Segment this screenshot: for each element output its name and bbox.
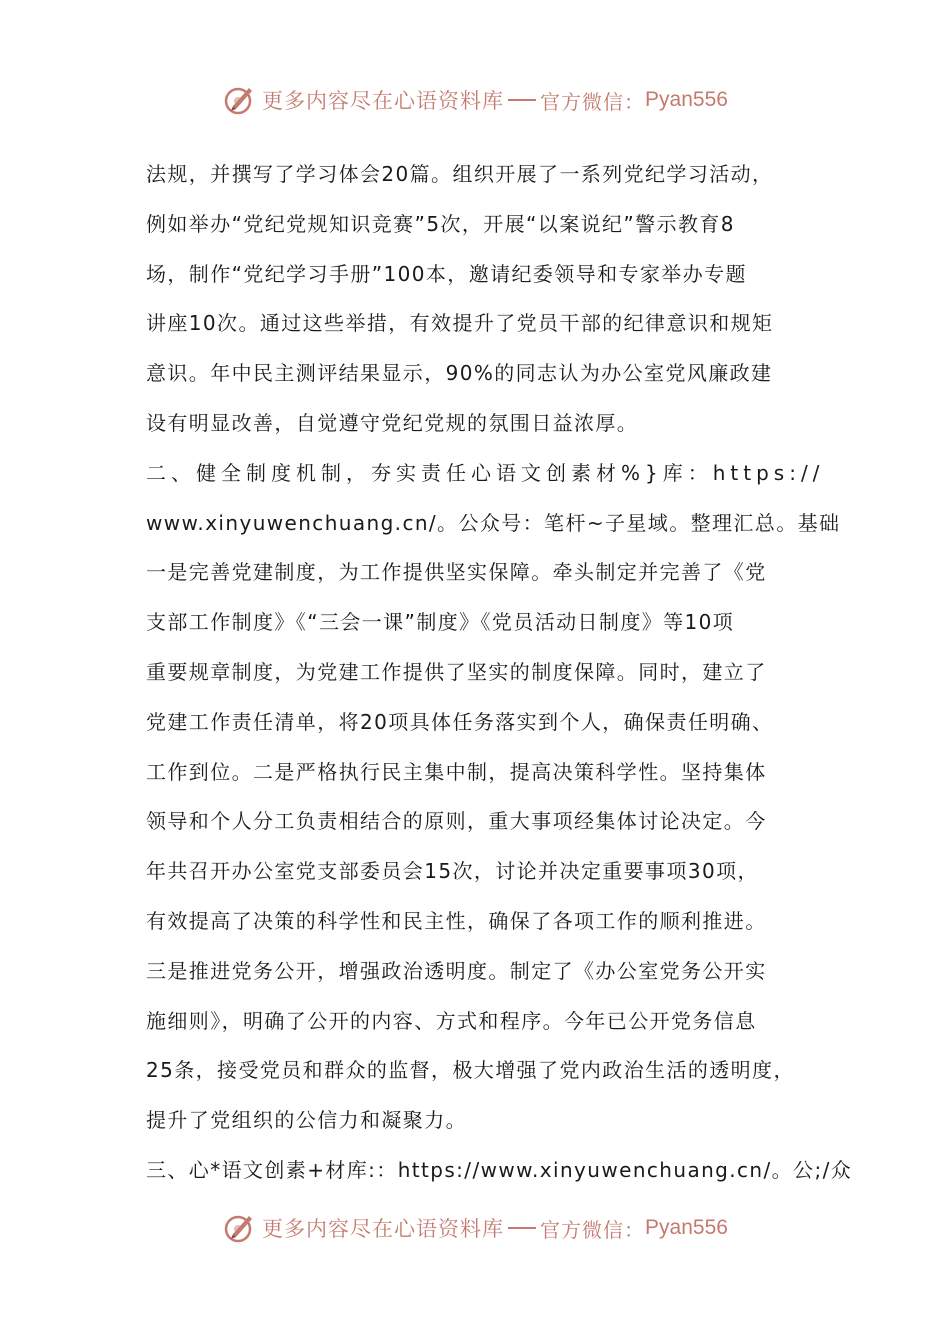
body-line: 法规，并撰写了学习体会20篇。组织开展了一系列党纪学习活动， xyxy=(146,162,774,186)
body-line: 施细则》，明确了公开的内容、方式和程序。今年已公开党务信息 xyxy=(146,1008,757,1033)
banner-contact-label: 官方微信： xyxy=(540,89,646,114)
body-line: 讲座10次。通过这些举措，有效提升了党员干部的纪律意识和规矩 xyxy=(146,311,774,336)
banner-contact-label: 官方微信： xyxy=(540,1217,646,1242)
body-line: 支部工作制度》《“三会一课”制度》《党员活动日制度》等10项 xyxy=(146,610,735,635)
body-line: 意识。年中民主测评结果显示，90%的同志认为办公室党风廉政建 xyxy=(146,361,773,386)
section-heading: 三、心*语文创素+材库:：https://www.xinyuwenchuang.cn/。公;/众 xyxy=(146,1157,853,1182)
footer-banner xyxy=(0,1208,950,1248)
pen-logo-icon xyxy=(222,82,258,118)
banner-separator xyxy=(508,1227,536,1229)
banner-separator xyxy=(508,99,536,101)
body-line: 设有明显改善，自觉遵守党纪党规的氛围日益浓厚。 xyxy=(146,410,639,435)
body-line: 工作到位。二是严格执行民主集中制，提高决策科学性。坚持集体 xyxy=(146,759,767,784)
banner-brand: 更多内容尽在心语资料库 xyxy=(262,89,505,113)
body-line: 重要规章制度，为党建工作提供了坚实的制度保障。同时，建立了 xyxy=(146,659,767,684)
body-line: 党建工作责任清单，将20项具体任务落实到个人，确保责任明确、 xyxy=(146,709,774,734)
section-heading: 二、健全制度机制，夯实责任心语文创素材%}库：https:// xyxy=(146,460,825,485)
body-line: 25条，接受党员和群众的监督，极大增强了党内政治生活的透明度， xyxy=(146,1058,795,1083)
body-line: 例如举办“党纪党规知识竞赛”5次，开展“以案说纪”警示教育8 xyxy=(146,211,735,236)
banner-contact-id: Pyan556 xyxy=(645,88,728,111)
body-line: www.xinyuwenchuang.cn/。公众号：笔杆~子星域。整理汇总。基础 xyxy=(146,510,841,535)
body-line: 有效提高了决策的科学性和民主性，确保了各项工作的顺利推进。 xyxy=(146,908,767,933)
header-banner xyxy=(0,80,950,120)
body-line: 场，制作“党纪学习手册”100本，邀请纪委领导和专家举办专题 xyxy=(146,261,747,286)
body-line: 领导和个人分工负责相结合的原则，重大事项经集体讨论决定。今 xyxy=(146,809,767,834)
banner-brand: 更多内容尽在心语资料库 xyxy=(262,1217,505,1241)
body-line: 三是推进党务公开，增强政治透明度。制定了《办公室党务公开实 xyxy=(146,958,767,983)
pen-logo-icon xyxy=(222,1210,258,1246)
body-line: 提升了党组织的公信力和凝聚力。 xyxy=(146,1108,467,1133)
body-line: 一是完善党建制度，为工作提供坚实保障。牵头制定并完善了《党 xyxy=(146,560,767,585)
document-body xyxy=(146,150,853,1196)
body-line: 年共召开办公室党支部委员会15次，讨论并决定重要事项30项， xyxy=(146,859,759,884)
banner-contact-id: Pyan556 xyxy=(645,1216,728,1239)
